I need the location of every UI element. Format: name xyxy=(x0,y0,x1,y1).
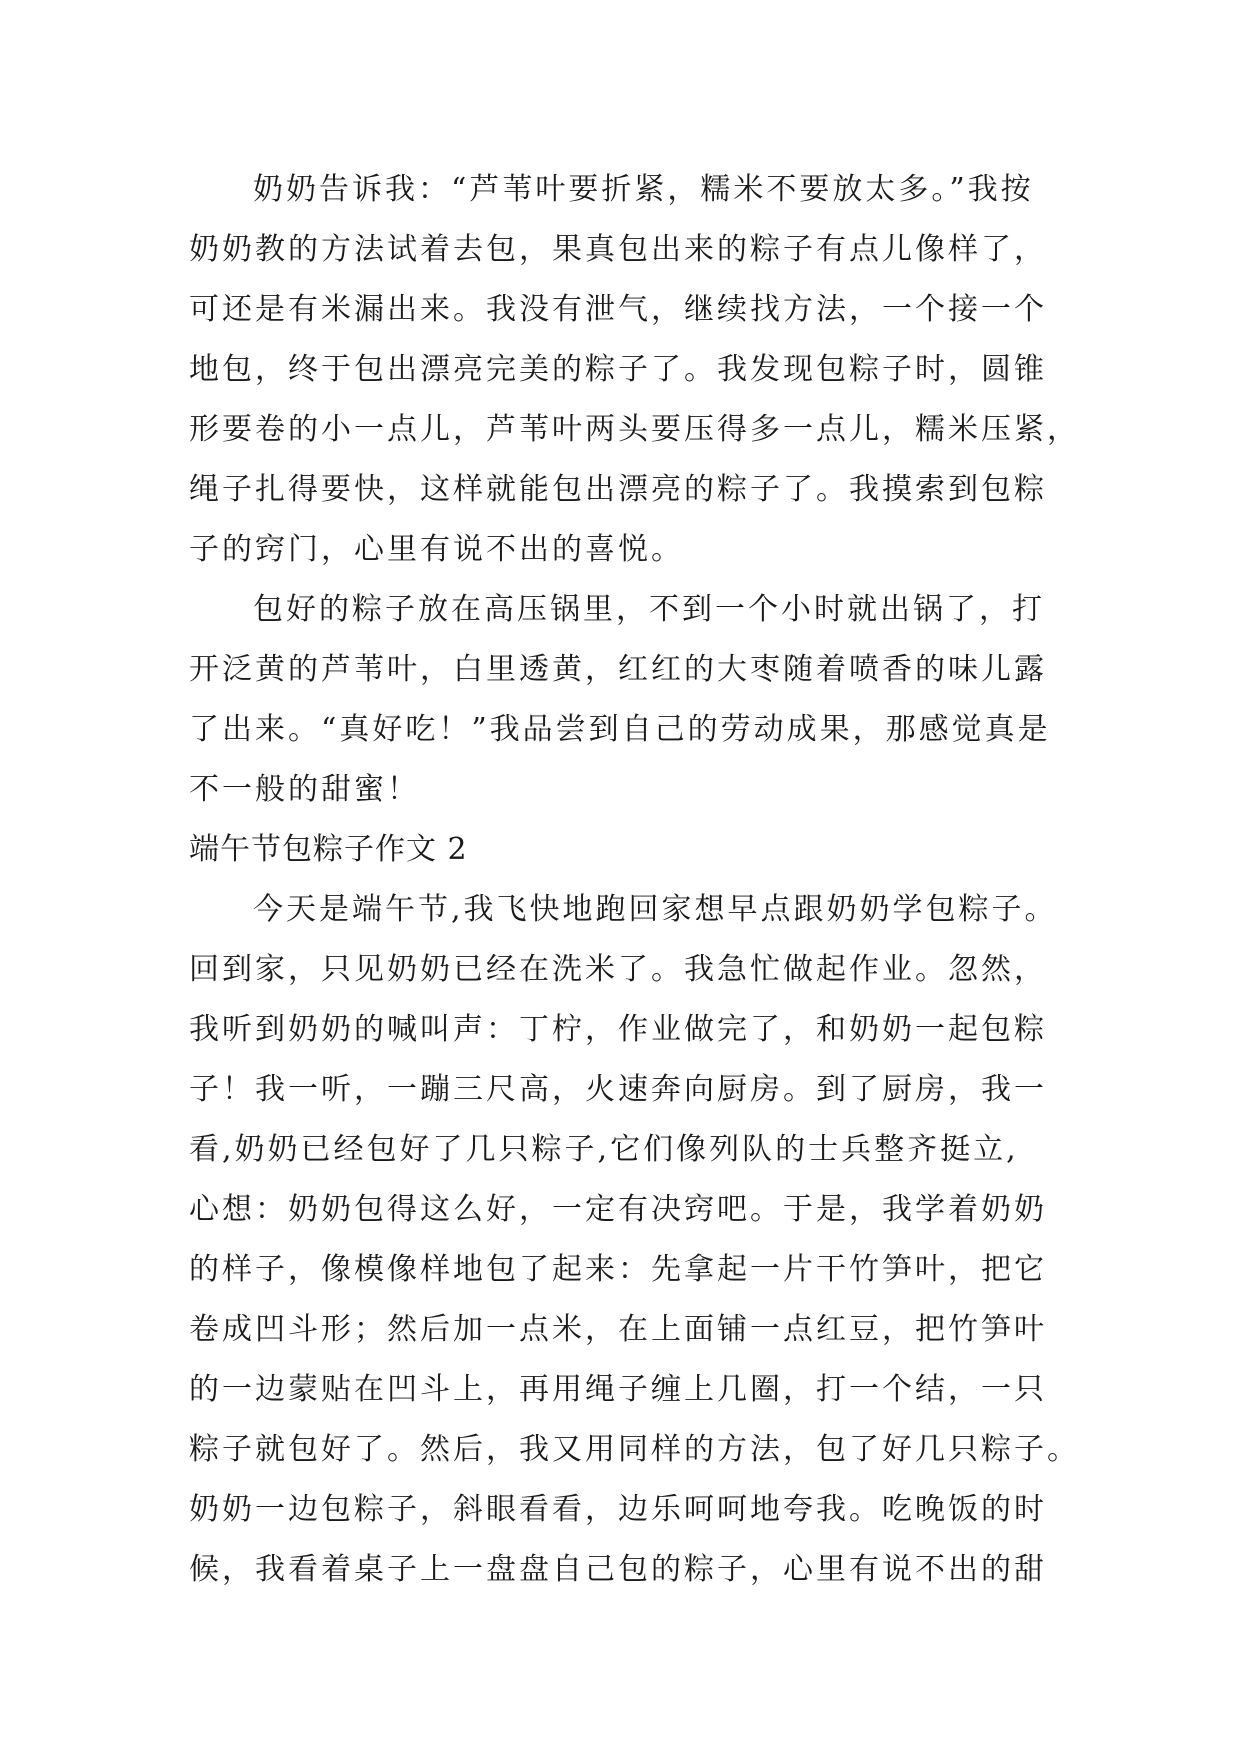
paragraph-line: 可还是有米漏出来。我没有泄气，继续找方法，一个接一个 xyxy=(189,292,1047,327)
paragraph-line: 候，我看着桌子上一盘盘自己包的粽子，心里有说不出的甜 xyxy=(189,1552,1047,1587)
paragraph-line: 奶奶告诉我：“芦苇叶要折紧，糯米不要放太多。”我按 xyxy=(253,172,1034,207)
paragraph-line: 粽子就包好了。然后，我又用同样的方法，包了好几只粽子。 xyxy=(189,1432,1080,1467)
paragraph-line: 不一般的甜蜜！ xyxy=(189,772,420,807)
paragraph-line: 地包，终于包出漂亮完美的粽子了。我发现包粽子时，圆锥 xyxy=(189,352,1047,387)
paragraph-line: 的一边蒙贴在凹斗上，再用绳子缠上几圈，打一个结，一只 xyxy=(189,1372,1047,1407)
paragraph-line: 奶奶一边包粽子，斜眼看看，边乐呵呵地夸我。吃晚饭的时 xyxy=(189,1492,1047,1527)
paragraph-line: 子的窍门，心里有说不出的喜悦。 xyxy=(189,532,684,567)
paragraph-line: 包好的粽子放在高压锅里，不到一个小时就出锅了，打 xyxy=(253,592,1045,627)
paragraph-line: 看,奶奶已经包好了几只粽子,它们像列队的士兵整齐挺立, xyxy=(189,1132,1019,1167)
paragraph-line: 的样子，像模像样地包了起来：先拿起一片干竹笋叶，把它 xyxy=(189,1252,1047,1287)
paragraph-line: 开泛黄的芦苇叶，白里透黄，红红的大枣随着喷香的味儿露 xyxy=(189,652,1047,687)
paragraph-line: 今天是端午节,我飞快地跑回家想早点跟奶奶学包粽子。 xyxy=(253,892,1058,927)
paragraph-line: 子！我一听，一蹦三尺高，火速奔向厨房。到了厨房，我一 xyxy=(189,1072,1047,1107)
paragraph-line: 我听到奶奶的喊叫声：丁柠，作业做完了，和奶奶一起包粽 xyxy=(189,1012,1047,1047)
paragraph-line: 奶奶教的方法试着去包，果真包出来的粽子有点儿像样了， xyxy=(189,232,1047,267)
paragraph-line: 形要卷的小一点儿，芦苇叶两头要压得多一点儿，糯米压紧， xyxy=(189,412,1080,447)
paragraph-line: 绳子扎得要快，这样就能包出漂亮的粽子了。我摸索到包粽 xyxy=(189,472,1047,507)
paragraph-line: 卷成凹斗形；然后加一点米，在上面铺一点红豆，把竹笋叶 xyxy=(189,1312,1047,1347)
paragraph-line: 了出来。“真好吃！”我品尝到自己的劳动成果，那感觉真是 xyxy=(189,712,1051,747)
section-title: 端午节包粽子作文 2 xyxy=(189,832,468,867)
paragraph-line: 心想：奶奶包得这么好，一定有决窍吧。于是，我学着奶奶 xyxy=(189,1192,1047,1227)
paragraph-line: 回到家，只见奶奶已经在洗米了。我急忙做起作业。忽然， xyxy=(189,952,1047,987)
